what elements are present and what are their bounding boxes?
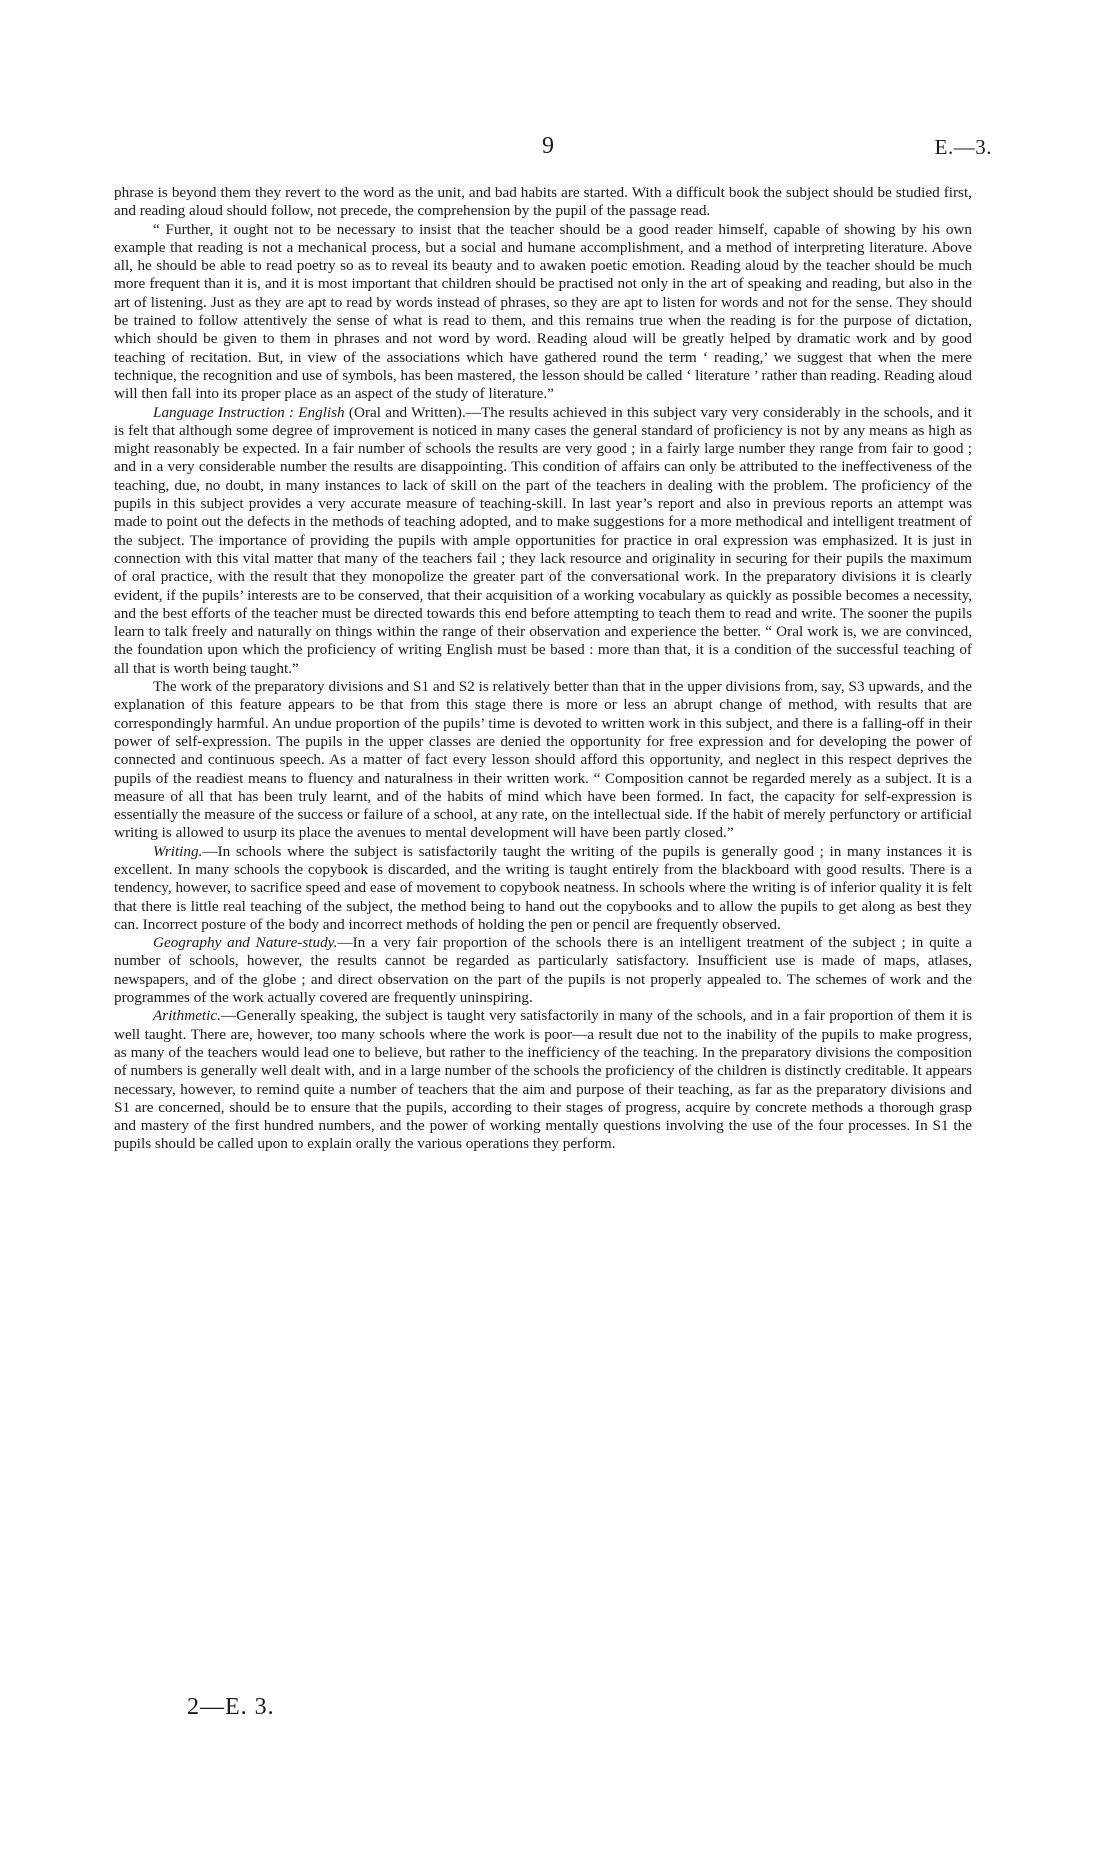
paragraph-reading-quote <box>114 221 972 404</box>
paragraph-text: (Oral and Written).—The results achieved in this subject vary very considerably in the schools, and it is felt that although some degree of improvement is noticed in many cases the general standard of proficiency is not by any means as high as might reasonably be expected. In a fair number of schools the results are very good ; in a fairly large number they range from fair to good ; and in a very considerable number the results are disappointing. This condition of affairs can only be attributed to the ineffectiveness of the teaching, due, no doubt, in many instances to lack of skill on the part of the teachers in dealing with the problem. The proficiency of the pupils in this subject provides a very accurate measure of teaching-skill. In last year’s report and also in previous reports an attempt was made to point out the defects in the methods of teaching adopted, and to make suggestions for a more methodical and intelligent treatment of the subject. The importance of providing the pupils with ample opportunities for practice in oral expression was emphasized. It is just in connection with this vital matter that many of the teachers fail ; they lack resource and originality in securing for their pupils the maximum of oral practice, with the result that they monopolize the greater part of the conversational work. In the preparatory divisions it is clearly evident, if the pupils’ interests are to be conserved, that their acquisition of a working vocabulary as quickly as possible becomes a necessity, and the best efforts of the teacher must be directed towards this end before attempting to teach them to read and write. The sooner the pupils learn to talk freely and naturally on things within the range of their observation and experience the better. “ Oral work is, we are convinced, the foundation upon which the proficiency of writing English must be based : more than that, it is a condition of the successful teaching of all that is worth being taught.” <box>114 403 972 677</box>
paragraph-text: —In schools where the subject is satisfactorily taught the writing of the pupils is generally good ; in many instances it is excellent. In many schools the copybook is discarded, and the writing is taught entirely from the blackboard with good results. There is a tendency, however, to sacrifice speed and ease of movement to copybook neatness. In schools where the writing is of inferior quality it is felt that there is little real teaching of the subject, the method being to hand out the copybooks and to allow the pupils to get along as best they can. Incorrect posture of the body and incorrect methods of holding the pen or pencil are frequently observed. <box>114 842 972 933</box>
paragraph-language-instruction <box>114 404 972 678</box>
paragraph-text: “ Further, it ought not to be necessary to insist that the teacher should be a good reader himself, capable of showing by his own example that reading is not a mechanical process, but a social and humane accomplishment, and a method of interpreting literature. Above all, he should be able to read poetry so as to reveal its beauty and to awaken poetic emotion. Reading aloud by the teacher should be much more frequent than it is, and it is most important that children should be practised not only in the art of speaking and reading, but also in the art of listening. Just as they are apt to read by words instead of phrases, so they are apt to listen for words and not for the sense. They should be trained to follow attentively the sense of what is read to them, and this remains true when the reading is for the purpose of dictation, which should be given to them in phrases and not word by word. Reading aloud will be greatly helped by dramatic work and by good teaching of recitation. But, in view of the associations which have gathered round the term ‘ reading,’ we suggest that when the mere technique, the recognition and use of symbols, has been mastered, the lesson should be called ‘ literature ’ rather than reading. Reading aloud will then fall into its proper place as an aspect of the study of literature.” <box>114 220 972 403</box>
page-number: 9 <box>542 133 554 159</box>
paragraph-geography <box>114 934 972 1007</box>
body-text <box>114 184 972 1154</box>
paragraph-reading-continued <box>114 184 972 221</box>
paragraph-arithmetic <box>114 1007 972 1153</box>
document-reference: E.—3. <box>934 135 992 159</box>
paragraph-preparatory-divisions <box>114 678 972 843</box>
paragraph-text: —Generally speaking, the subject is taught very satisfactorily in many of the schools, and in a fair proportion of them it is well taught. There are, however, too many schools where the work is poor—a result due not to the inability of the pupils to make progress, as many of the teachers would lead one to believe, but rather to the inefficiency of the teaching. In the preparatory divisions the composition of numbers is generally well dealt with, and in a large number of the schools the proficiency of the children is distinctly creditable. It appears necessary, however, to remind quite a number of teachers that the aim and purpose of their teaching, as far as the preparatory divisions and S1 are concerned, should be to ensure that the pupils, according to their stages of progress, acquire by concrete methods a thorough grasp and mastery of the first hundred numbers, and the power of working mentally questions involving the use of the four processes. In S1 the pupils should be called upon to explain orally the various operations they perform. <box>114 1007 972 1153</box>
section-heading: Language Instruction : English <box>153 403 345 421</box>
section-heading: Geography and Nature-study. <box>153 934 338 952</box>
paragraph-text: —In a very fair proportion of the schools there is an intelligent treatment of the subject ; in quite a number of schools, however, the results cannot be regarded as particularly satisfactory. Insufficient use is made of maps, atlases, newspapers, and of the globe ; and direct observation on the part of the pupils is not properly appealed to. The schemes of work and the programmes of the work actually covered are frequently uninspiring. <box>114 934 972 1007</box>
paragraph-text: The work of the preparatory divisions and S1 and S2 is relatively better than that in the upper divisions from, say, S3 upwards, and the explanation of this feature appears to be that from this stage there is more or less an abrupt change of method, with results that are correspondingly harmful. An undue proportion of the pupils’ time is devoted to written work in this subject, and there is a falling-off in their power of self-expression. The pupils in the upper classes are denied the opportunity for free expression and for developing the power of connected and continuous speech. As a matter of fact every lesson should afford this opportunity, and neglect in this respect deprives the pupils of the readiest means to fluency and naturalness in their written work. “ Composition cannot be regarded merely as a subject. It is a measure of all that has been truly learnt, and of the habits of mind which have been formed. In fact, the capacity for self-expression is essentially the measure of the success or failure of a school, at any rate, on the intellectual side. If the habit of merely perfunctory or artificial writing is allowed to usurp its place the avenues to mental development will have been partly closed.” <box>114 678 972 842</box>
section-heading: Writing. <box>153 842 203 860</box>
paragraph-text: phrase is beyond them they revert to the word as the unit, and bad habits are started. With a difficult book the subject should be studied first, and reading aloud should follow, not precede, the comprehension by the pupil of the passage read. <box>114 184 972 220</box>
signature-mark: 2—E. 3. <box>187 1694 275 1720</box>
paragraph-writing <box>114 843 972 934</box>
section-heading: Arithmetic. <box>153 1007 221 1025</box>
